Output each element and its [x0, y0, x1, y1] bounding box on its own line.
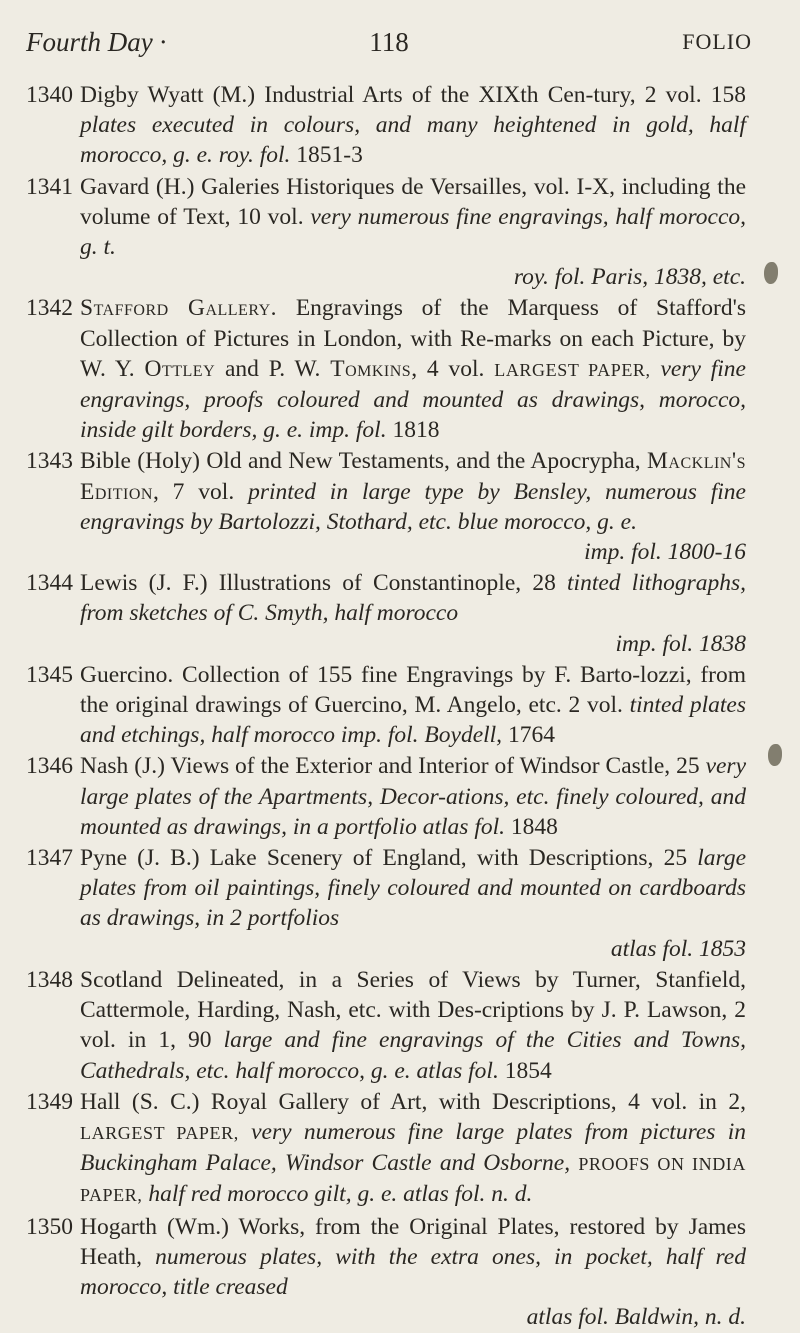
lot-description: Hogarth (Wm.) Works, from the Original Plates, restored by James Heath, numerous plates, with the extra ones, in pocket, half red morocco, title creased	[80, 1213, 746, 1300]
lot-entry	[26, 1212, 746, 1333]
lot-number: 1345	[26, 661, 73, 688]
lot-description: Nash (J.) Views of the Exterior and Interior of Windsor Castle, 25 very large plates of the Apartments, Decor-ations, etc. finely coloured, and mounted as drawings, in a portfolio atlas fol. 1848	[80, 753, 746, 840]
lot-imprint: roy. fol. Paris, 1838, etc.	[513, 264, 746, 291]
lot-number: 1347	[26, 845, 73, 872]
lot-entry	[26, 843, 746, 964]
lot-description: Guercino. Collection of 155 fine Engravings by F. Barto-lozzi, from the original drawings of Guercino, M. Angelo, etc. 2 vol. tinted plates and etchings, half morocco imp. fol. Boydell, 1764	[80, 661, 746, 749]
lot-entry	[26, 568, 746, 659]
format-heading: FOLIO	[682, 29, 752, 54]
margin-ink-mark	[764, 262, 778, 284]
running-header	[26, 22, 752, 62]
lot-number: 1349	[26, 1088, 73, 1115]
lot-imprint: imp. fol. 1800-16	[584, 539, 746, 566]
lot-description: Scotland Delineated, in a Series of Views by Turner, Stanfield, Cattermole, Harding, Nash, etc. with Des-criptions by J. P. Lawson, 2 vol. in 1, 90 large and fine engravings of the Cities and Towns, Cathedrals, etc. half morocco, g. e. atlas fol. 1854	[80, 966, 746, 1084]
lot-description: Bible (Holy) Old and New Testaments, and the Apocrypha, Macklin's Edition, 7 vol. printed in large type by Bensley, numerous fine engravings by Bartolozzi, Stothard, etc. blue morocco, g. e.	[80, 448, 746, 535]
lot-entry	[26, 1087, 746, 1211]
lot-imprint: imp. fol. 1838	[615, 630, 746, 657]
margin-ink-mark	[768, 744, 782, 766]
lot-number: 1346	[26, 753, 73, 780]
lot-description: Hall (S. C.) Royal Gallery of Art, with Descriptions, 4 vol. in 2, LARGEST PAPER, very numerous fine large plates from pictures in Buckingham Palace, Windsor Castle and Osborne, PROOFS ON INDIA PAPER, half red morocco gilt, g. e. atlas fol. n. d.	[80, 1088, 746, 1208]
lot-description: Lewis (J. F.) Illustrations of Constantinople, 28 tinted lithographs, from sketches of C. Smyth, half morocco	[80, 570, 746, 627]
lot-number: 1343	[26, 448, 73, 475]
lot-number: 1340	[26, 82, 73, 108]
lot-number: 1342	[26, 295, 73, 322]
lot-entry	[26, 293, 746, 445]
lot-imprint: atlas fol. 1853	[610, 935, 746, 962]
lot-entry	[26, 965, 746, 1086]
lot-entry	[26, 751, 746, 842]
day-heading: Fourth Day ·	[26, 27, 167, 57]
lot-description: Digby Wyatt (M.) Industrial Arts of the XIXth Cen-tury, 2 vol. 158 plates executed in colours, and many heightened in gold, half morocco, g. e. roy. fol. 1851-3	[80, 82, 746, 169]
lot-number: 1350	[26, 1213, 73, 1240]
lot-entry	[26, 660, 746, 751]
lot-description: Stafford Gallery. Engravings of the Marquess of Stafford's Collection of Pictures in London, with Re-marks on each Picture, by W. Y. Ottley and P. W. Tomkins, 4 vol. LARGEST PAPER, very fine engravings, proofs coloured and mounted as drawings, morocco, inside gilt borders, g. e. imp. fol. 1818	[80, 295, 746, 444]
lot-number: 1341	[26, 173, 73, 200]
lot-entry	[26, 446, 746, 567]
lot-imprint: atlas fol. Baldwin, n. d.	[526, 1304, 746, 1331]
lot-description: Gavard (H.) Galeries Historiques de Versailles, vol. I-X, including the volume of Text, 10 vol. very numerous fine engravings, half morocco, g. t.	[80, 173, 746, 261]
page-number: 118	[369, 27, 409, 57]
lot-number: 1348	[26, 966, 73, 993]
lot-entry	[26, 172, 746, 293]
lot-number: 1344	[26, 570, 73, 597]
lot-list	[26, 80, 746, 1333]
lot-description: Pyne (J. B.) Lake Scenery of England, with Descriptions, 25 large plates from oil paintings, finely coloured and mounted on cardboards as drawings, in 2 portfolios	[80, 845, 746, 932]
lot-entry	[26, 80, 746, 171]
